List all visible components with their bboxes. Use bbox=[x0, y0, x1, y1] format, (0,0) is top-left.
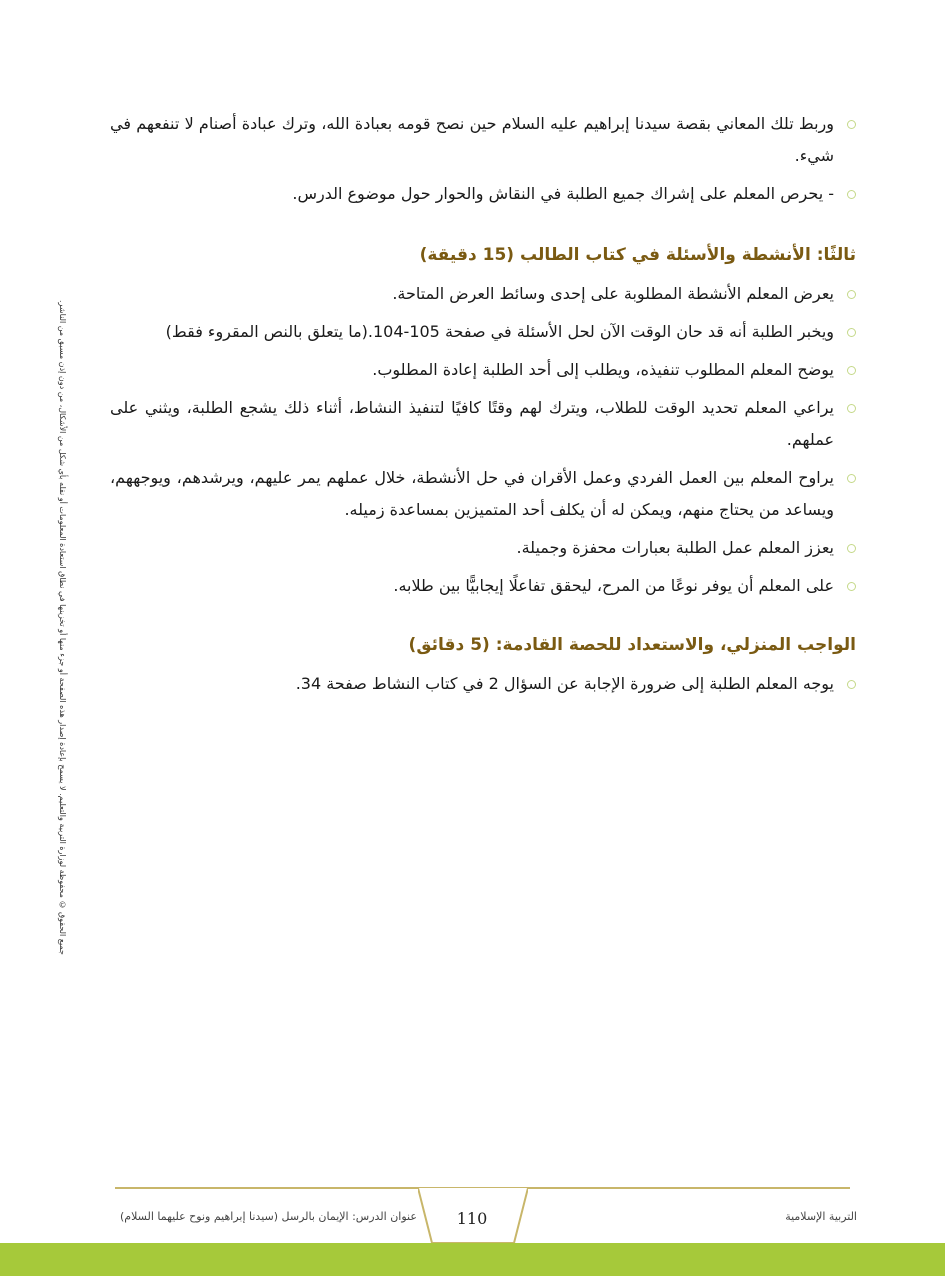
circle-bullet-icon bbox=[847, 190, 856, 199]
circle-bullet-icon bbox=[847, 120, 856, 129]
circle-bullet-icon bbox=[847, 290, 856, 299]
list-item: يراوح المعلم بين العمل الفردي وعمل الأقران في حل الأنشطة، خلال عملهم يمر عليهم، ويرشدهم، ويوجههم، ويساعد من يحتاج منهم، ويمكن له أن يكلف أحد المتميزين بمساعدة زميله. bbox=[110, 462, 856, 526]
page-content bbox=[110, 108, 856, 706]
list-item: يعرض المعلم الأنشطة المطلوبة على إحدى وسائط العرض المتاحة. bbox=[110, 278, 856, 310]
circle-bullet-icon bbox=[847, 544, 856, 553]
list-item: يعزز المعلم عمل الطلبة بعبارات محفزة وجميلة. bbox=[110, 532, 856, 564]
list-item: - يحرص المعلم على إشراك جميع الطلبة في النقاش والحوار حول موضوع الدرس. bbox=[110, 178, 856, 210]
circle-bullet-icon bbox=[847, 404, 856, 413]
decorative-bottom-band bbox=[0, 1243, 945, 1276]
page-number: 110 bbox=[456, 1209, 488, 1228]
circle-bullet-icon bbox=[847, 680, 856, 689]
circle-bullet-icon bbox=[847, 582, 856, 591]
lesson-title: عنوان الدرس: الإيمان بالرسل (سيدنا إبراهيم ونوح عليهما السلام) bbox=[120, 1210, 417, 1223]
list-item: على المعلم أن يوفر نوعًا من المرح، ليحقق تفاعلًا إيجابيًّا بين طلابه. bbox=[110, 570, 856, 602]
list-item: يوضح المعلم المطلوب تنفيذه، ويطلب إلى أحد الطلبة إعادة المطلوب. bbox=[110, 354, 856, 386]
circle-bullet-icon bbox=[847, 328, 856, 337]
list-item: وربط تلك المعاني بقصة سيدنا إبراهيم عليه السلام حين نصح قومه بعبادة الله، وترك عبادة أصنام لا تنفعهم في شيء. bbox=[110, 108, 856, 172]
activities-heading: ثالثًا: الأنشطة والأسئلة في كتاب الطالب (15 دقيقة) bbox=[419, 245, 856, 265]
subject-name: التربية الإسلامية bbox=[785, 1210, 857, 1223]
homework-list bbox=[110, 668, 856, 700]
circle-bullet-icon bbox=[847, 366, 856, 375]
activities-list bbox=[110, 278, 856, 602]
list-item: يوجه المعلم الطلبة إلى ضرورة الإجابة عن السؤال 2 في كتاب النشاط صفحة 34. bbox=[110, 668, 856, 700]
list-item: يراعي المعلم تحديد الوقت للطلاب، ويترك لهم وقتًا كافيًا لتنفيذ النشاط، أثناء ذلك يشجع الطلبة، ويثني على عملهم. bbox=[110, 392, 856, 456]
circle-bullet-icon bbox=[847, 474, 856, 483]
intro-list bbox=[110, 108, 856, 210]
copyright-side-note: جميع الحقوق © محفوظة لوزارة التربية والتعليم. لا يسمح بإعادة إصدار هذه الصفحة أو جزء منها أو تخزينها في نطاق استعادة المعلومات أو نقله بأي شكل من الأشكال، من دون إذن مسبق من الناشر. bbox=[58, 300, 67, 955]
list-item: ويخبر الطلبة أنه قد حان الوقت الآن لحل الأسئلة في صفحة 105-104.(ما يتعلق بالنص المقروء فقط) bbox=[110, 316, 856, 348]
homework-heading: الواجب المنزلي، والاستعداد للحصة القادمة: (5 دقائق) bbox=[408, 635, 856, 655]
